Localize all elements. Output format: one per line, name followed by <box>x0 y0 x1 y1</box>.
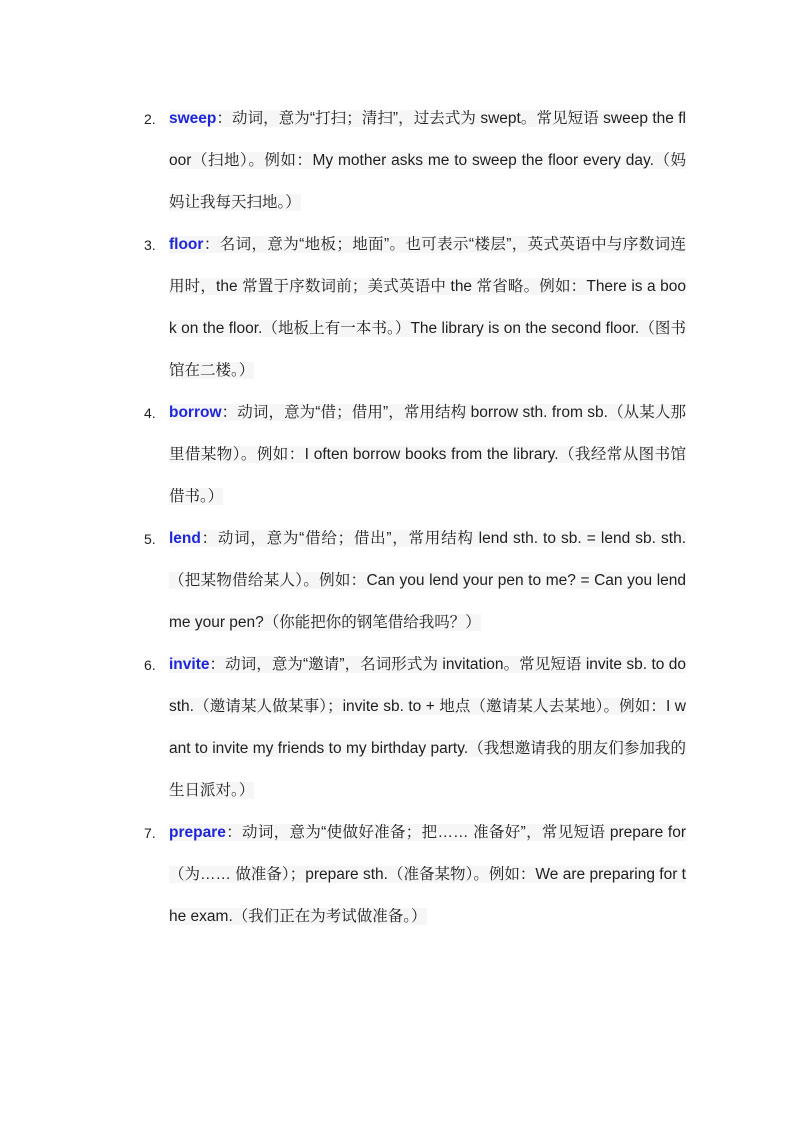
item-explanation: ：动词，意为“借给；借出”，常用结构 lend sth. to sb. = lend sb. sth.（把某物借给某人）。例如：Can you lend your pen to me? = Can you lend me your pen?（你能把你的钢笔借给我吗？） <box>169 530 686 631</box>
item-number: 5. <box>144 531 156 547</box>
list-item <box>138 98 686 224</box>
list-item <box>138 392 686 518</box>
item-number: 4. <box>144 405 156 421</box>
item-explanation: ：动词，意为“借；借用”，常用结构 borrow sth. from sb.（从某人那里借某物）。例如：I often borrow books from the library.（我经常从图书馆借书。） <box>169 404 686 505</box>
item-explanation: ：动词，意为“邀请”，名词形式为 invitation。常见短语 invite sb. to do sth.（邀请某人做某事）；invite sb. to + 地点（邀请某人去某地）。例如：I want to invite my friends to my birthday party.（我想邀请我的朋友们参加我的生日派对。） <box>169 656 686 799</box>
vocab-word: borrow <box>169 404 222 421</box>
vocabulary-list <box>138 98 686 938</box>
item-number: 3. <box>144 237 156 253</box>
list-item <box>138 812 686 938</box>
vocab-word: prepare <box>169 824 226 841</box>
vocab-word: floor <box>169 236 204 253</box>
item-number: 6. <box>144 657 156 673</box>
item-text <box>169 518 686 644</box>
list-item <box>138 518 686 644</box>
list-item <box>138 644 686 812</box>
item-explanation: ：动词，意为“使做好准备；把…… 准备好”，常见短语 prepare for（为…… 做准备）；prepare sth.（准备某物）。例如：We are preparing for the exam.（我们正在为考试做准备。） <box>169 824 686 925</box>
item-text <box>169 644 686 812</box>
item-text <box>169 812 686 938</box>
vocab-word: lend <box>169 530 201 547</box>
item-explanation: ：动词，意为“打扫；清扫”，过去式为 swept。常见短语 sweep the floor（扫地）。例如：My mother asks me to sweep the floor every day.（妈妈让我每天扫地。） <box>169 110 686 211</box>
vocab-word: sweep <box>169 110 217 127</box>
item-text <box>169 392 686 518</box>
vocab-word: invite <box>169 656 210 673</box>
list-item <box>138 224 686 392</box>
item-explanation: ：名词，意为“地板；地面”。也可表示“楼层”，英式英语中与序数词连用时，the 常置于序数词前；美式英语中 the 常省略。例如：There is a book on the floor.（地板上有一本书。）The library is on the second floor.（图书馆在二楼。） <box>169 236 686 379</box>
item-text <box>169 98 686 224</box>
item-number: 2. <box>144 111 156 127</box>
item-text <box>169 224 686 392</box>
item-number: 7. <box>144 825 156 841</box>
